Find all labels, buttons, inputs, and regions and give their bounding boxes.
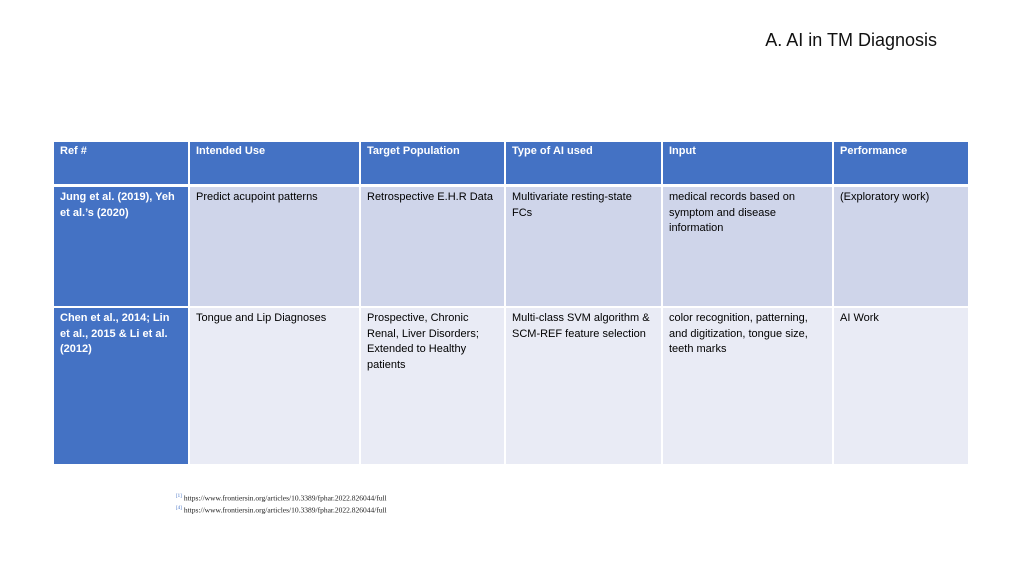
cell-input: medical records based on symptom and disease information (662, 186, 833, 308)
cell-performance: AI Work (833, 307, 969, 464)
footnote (176, 492, 387, 504)
footnote (176, 504, 387, 516)
ai-diagnosis-table (54, 142, 970, 464)
table-row (54, 186, 969, 308)
column-header-intended-use: Intended Use (189, 142, 360, 186)
slide-title: A. AI in TM Diagnosis (765, 30, 937, 50)
cell-ref: Jung et al. (2019), Yeh et al.’s (2020) (54, 186, 189, 308)
cell-target-population: Prospective, Chronic Renal, Liver Disorders; Extended to Healthy patients (360, 307, 505, 464)
footnote-link[interactable]: https://www.frontiersin.org/articles/10.3389/fphar.2022.826044/full (183, 505, 387, 515)
column-header-ref: Ref # (54, 142, 189, 186)
cell-intended-use: Predict acupoint patterns (189, 186, 360, 308)
column-header-input: Input (662, 142, 833, 186)
cell-ref: Chen et al., 2014; Lin et al., 2015 & Li et al. (2012) (54, 307, 189, 464)
cell-ai-type: Multi-class SVM algorithm & SCM-REF feature selection (505, 307, 662, 464)
table-row (54, 307, 969, 464)
footnote-link[interactable]: https://www.frontiersin.org/articles/10.3389/fphar.2022.826044/full (183, 493, 387, 503)
column-header-ai-type: Type of AI used (505, 142, 662, 186)
footnote-marker[interactable]: [1] (176, 494, 182, 499)
cell-intended-use: Tongue and Lip Diagnoses (189, 307, 360, 464)
footnote-marker[interactable]: [4] (176, 506, 182, 511)
column-header-target-population: Target Population (360, 142, 505, 186)
cell-input: color recognition, patterning, and digitization, tongue size, teeth marks (662, 307, 833, 464)
cell-performance: (Exploratory work) (833, 186, 969, 308)
cell-ai-type: Multivariate resting-state FCs (505, 186, 662, 308)
footnotes (176, 492, 387, 516)
column-header-performance: Performance (833, 142, 969, 186)
cell-target-population: Retrospective E.H.R Data (360, 186, 505, 308)
table-header-row (54, 142, 969, 186)
